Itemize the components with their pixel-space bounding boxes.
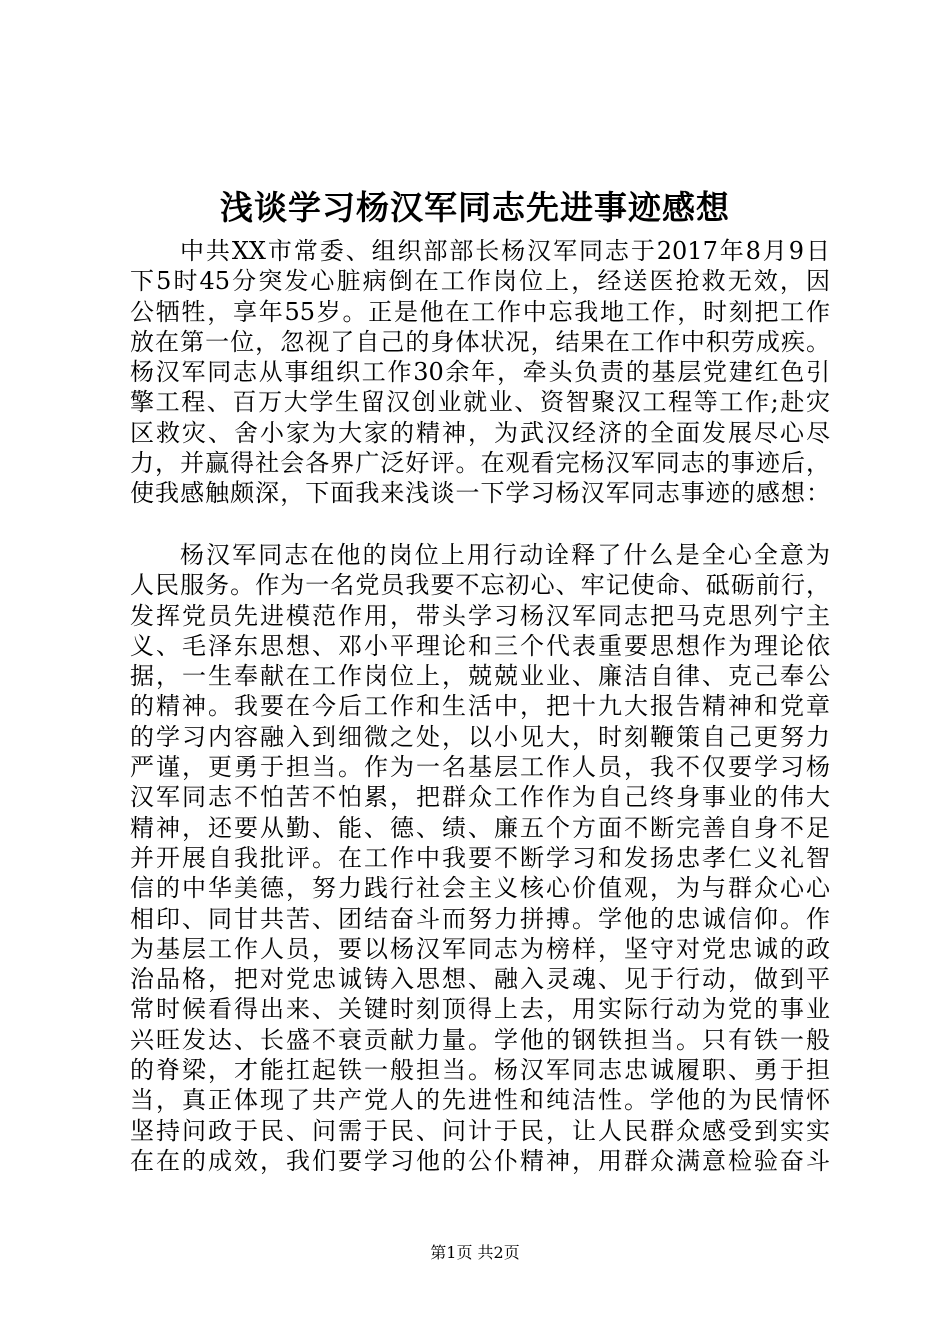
paragraph-line: 治品格，把对党忠诚铸入思想、融入灵魂、见于行动，做到平 — [130, 965, 830, 994]
paragraph-line: 并开展自我批评。在工作中我要不断学习和发扬忠孝仁义礼智 — [130, 843, 830, 872]
paragraph-line: 在在的成效，我们要学习他的公仆精神，用群众满意检验奋斗 — [130, 1146, 830, 1175]
paragraph-line: 兴旺发达、长盛不衰贡献力量。学他的钢铁担当。只有铁一般 — [130, 1025, 830, 1054]
paragraph-line: 信的中华美德，努力践行社会主义核心价值观，为与群众心心 — [130, 874, 830, 903]
paragraph-line: 精神，还要从勤、能、德、绩、廉五个方面不断完善自身不足 — [130, 813, 830, 842]
paragraph-line: 为基层工作人员，要以杨汉军同志为榜样，坚守对党忠诚的政 — [130, 934, 830, 963]
paragraph-line: 使我感触颇深，下面我来浅谈一下学习杨汉军同志事迹的感想： — [130, 479, 830, 508]
paragraph-line: 的学习内容融入到细微之处，以小见大，时刻鞭策自己更努力 — [130, 722, 830, 751]
paragraph-line: 杨汉军同志从事组织工作30余年，牵头负责的基层党建红色引 — [130, 358, 830, 387]
paragraph-1 — [130, 236, 830, 509]
paragraph-line: 坚持问政于民、问需于民、问计于民，让人民群众感受到实实 — [130, 1116, 830, 1145]
paragraph-line: 当，真正体现了共产党人的先进性和纯洁性。学他的为民情怀 — [130, 1086, 830, 1115]
paragraph-line: 下5时45分突发心脏病倒在工作岗位上，经送医抢救无效，因 — [130, 267, 830, 296]
paragraph-line: 严谨，更勇于担当。作为一名基层工作人员，我不仅要学习杨 — [130, 753, 830, 782]
document-title: 浅谈学习杨汉军同志先进事迹感想 — [220, 188, 730, 227]
paragraph-line: 放在第一位，忽视了自己的身体状况，结果在工作中积劳成疾。 — [130, 327, 830, 356]
paragraph-line: 区救灾、舍小家为大家的精神，为武汉经济的全面发展尽心尽 — [130, 418, 830, 447]
paragraph-line: 据，一生奉献在工作岗位上，兢兢业业、廉洁自律、克己奉公 — [130, 662, 830, 691]
paragraph-line: 杨汉军同志在他的岗位上用行动诠释了什么是全心全意为 — [180, 541, 830, 569]
paragraph-line: 中共XX市常委、组织部部长杨汉军同志于2017年8月9日 — [180, 237, 830, 265]
paragraph-line: 的精神。我要在今后工作和生活中，把十九大报告精神和党章 — [130, 692, 830, 721]
paragraph-line: 擎工程、百万大学生留汉创业就业、资智聚汉工程等工作;赴灾 — [130, 388, 830, 417]
paragraph-line: 人民服务。作为一名党员我要不忘初心、牢记使命、砥砺前行， — [130, 571, 830, 600]
paragraph-line: 相印、同甘共苦、团结奋斗而努力拼搏。学他的忠诚信仰。作 — [130, 904, 830, 933]
paragraph-2 — [130, 540, 830, 1176]
page-footer: 第1页 共2页 — [430, 1243, 520, 1262]
paragraph-line: 力，并赢得社会各界广泛好评。在观看完杨汉军同志的事迹后， — [130, 449, 830, 478]
paragraph-line: 汉军同志不怕苦不怕累，把群众工作作为自己终身事业的伟大 — [130, 783, 830, 812]
paragraph-line: 义、毛泽东思想、邓小平理论和三个代表重要思想作为理论依 — [130, 631, 830, 660]
paragraph-line: 的脊梁，才能扛起铁一般担当。杨汉军同志忠诚履职、勇于担 — [130, 1056, 830, 1085]
paragraph-line: 发挥党员先进模范作用，带头学习杨汉军同志把马克思列宁主 — [130, 601, 830, 630]
paragraph-line: 常时候看得出来、关键时刻顶得上去，用实际行动为党的事业 — [130, 995, 830, 1024]
paragraph-line: 公牺牲，享年55岁。正是他在工作中忘我地工作，时刻把工作 — [130, 297, 830, 326]
